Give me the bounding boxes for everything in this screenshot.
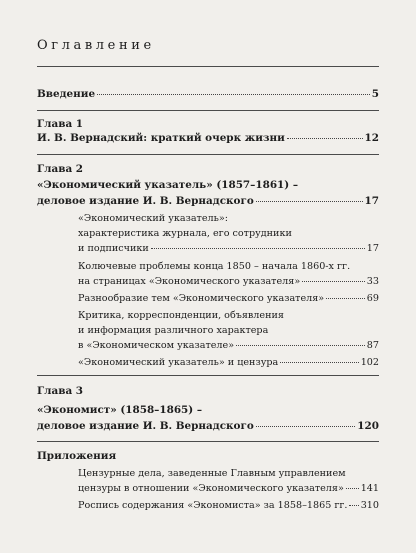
- dot-leader: [97, 94, 370, 95]
- chapter-label: Глава 2: [37, 163, 84, 175]
- toc-subentry-line: Роспись содержания «Экономиста» за 1858–1865 гг.: [78, 500, 348, 511]
- toc-subentry-line: «Экономический указатель» и цензура: [78, 357, 279, 368]
- dot-leader: [151, 248, 365, 249]
- toc-subentry-line: «Экономический указатель»:: [78, 213, 228, 224]
- dot-leader: [236, 345, 365, 346]
- toc-subentry[interactable]: [78, 275, 379, 289]
- toc-subentry[interactable]: [78, 356, 379, 370]
- toc-page-number: 12: [364, 132, 379, 144]
- divider: [37, 375, 379, 376]
- toc-page-number: 102: [360, 357, 379, 368]
- divider: [37, 110, 379, 111]
- dot-leader: [302, 281, 365, 282]
- toc-page-number: 69: [366, 293, 379, 304]
- toc-entry-chapter-2[interactable]: [37, 194, 379, 208]
- toc-page-number: 17: [364, 195, 379, 207]
- toc-subentry-line: Критика, корреспонденции, объявления: [78, 310, 284, 321]
- toc-entry-chapter-3[interactable]: [37, 419, 379, 433]
- toc-subentry[interactable]: [78, 482, 379, 496]
- dot-leader: [280, 362, 358, 363]
- toc-entry-title: деловое издание И. В. Вернадского: [37, 195, 254, 207]
- toc-subentry-line: и информация различного характера: [78, 325, 269, 336]
- toc-page-number: 120: [357, 420, 379, 432]
- divider: [37, 66, 379, 67]
- toc-subentry[interactable]: [78, 499, 379, 513]
- toc-subentry-line: в «Экономическом указателе»: [78, 340, 235, 351]
- appendix-label: Приложения: [37, 450, 117, 462]
- divider: [37, 441, 379, 442]
- toc-subentry-line: на страницах «Экономического указателя»: [78, 276, 301, 287]
- dot-leader: [287, 138, 363, 139]
- chapter-label: Глава 1: [37, 118, 84, 130]
- toc-page-number: 141: [360, 483, 379, 494]
- toc-page-number: 33: [366, 276, 379, 287]
- toc-page-number: 87: [366, 340, 379, 351]
- toc-subentry-line: Цензурные дела, заведенные Главным управлением: [78, 468, 346, 479]
- toc-subentry-line: Колючевые проблемы конца 1850 – начала 1860-х гг.: [78, 261, 351, 272]
- toc-entry-title: деловое издание И. В. Вернадского: [37, 420, 254, 432]
- toc-heading: Оглавление: [37, 38, 155, 53]
- toc-page-number: 5: [371, 88, 379, 100]
- toc-entry-intro[interactable]: [37, 87, 379, 101]
- toc-subentry[interactable]: [78, 242, 379, 256]
- toc-entry-title: «Экономический указатель» (1857–1861) –: [37, 179, 299, 191]
- toc-entry-chapter-1[interactable]: [37, 131, 379, 145]
- toc-page-number: 310: [360, 500, 379, 511]
- dot-leader: [326, 298, 365, 299]
- dot-leader: [349, 505, 358, 506]
- dot-leader: [256, 426, 356, 427]
- toc-entry-title: «Экономист» (1858–1865) –: [37, 404, 203, 416]
- chapter-label: Глава 3: [37, 385, 84, 397]
- toc-page-number: 17: [366, 243, 379, 254]
- dot-leader: [346, 488, 359, 489]
- toc-subentry-line: Разнообразие тем «Экономического указателя»: [78, 293, 325, 304]
- toc-subentry-line: цензуры в отношении «Экономического указателя»: [78, 483, 344, 494]
- dot-leader: [256, 201, 363, 202]
- toc-subentry[interactable]: [78, 339, 379, 353]
- toc-subentry[interactable]: [78, 292, 379, 306]
- divider: [37, 154, 379, 155]
- toc-subentry-line: и подписчики: [78, 243, 149, 254]
- toc-entry-title: И. В. Вернадский: краткий очерк жизни: [37, 132, 285, 144]
- toc-entry-title: Введение: [37, 88, 96, 100]
- toc-subentry-line: характеристика журнала, его сотрудники: [78, 228, 292, 239]
